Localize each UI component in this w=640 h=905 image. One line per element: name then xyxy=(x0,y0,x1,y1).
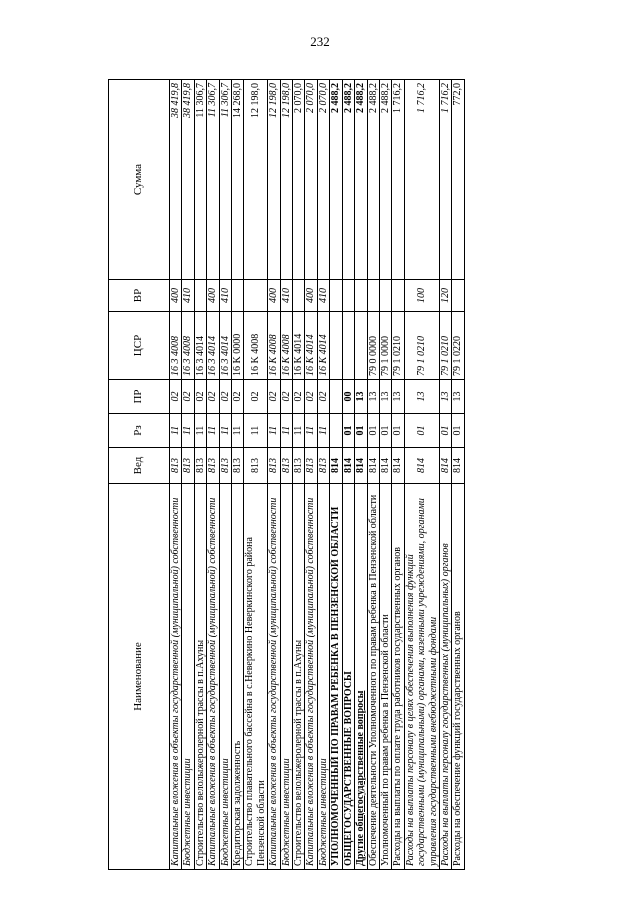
cell-name: Расходы на выплаты персоналу государственных (муниципальных) органов xyxy=(439,484,451,870)
cell-csr: 16 K 4008 xyxy=(244,312,268,380)
cell-name: Расходы на выплаты персоналу в целях обеспечения выполнения функций государственными (муниципальными) органами, казенными учреждениями, органами управления государственными внебюджетными фондами xyxy=(404,484,439,870)
table-row xyxy=(379,80,391,870)
table-row xyxy=(232,80,244,870)
cell-rz: 01 xyxy=(342,414,354,448)
cell-rz: 01 xyxy=(439,414,451,448)
cell-ved: 814 xyxy=(355,448,367,484)
cell-ved: 814 xyxy=(392,448,404,484)
table-row xyxy=(219,80,231,870)
cell-vr xyxy=(452,280,464,312)
header-ved: Вед xyxy=(109,448,170,484)
cell-name: Бюджетные инвестиции xyxy=(280,484,292,870)
cell-sum: 2 488,2 xyxy=(355,80,367,280)
cell-csr: 79 1 0210 xyxy=(404,312,439,380)
header-pr: ПР xyxy=(109,380,170,414)
cell-csr xyxy=(330,312,342,380)
cell-ved: 813 xyxy=(219,448,231,484)
cell-sum: 12 198,0 xyxy=(280,80,292,280)
cell-pr: 13 xyxy=(355,380,367,414)
cell-ved: 814 xyxy=(367,448,379,484)
cell-csr: 16 3 4014 xyxy=(207,312,219,380)
cell-vr xyxy=(330,280,342,312)
cell-name: Бюджетные инвестиции xyxy=(317,484,329,870)
cell-rz: 11 xyxy=(232,414,244,448)
cell-csr xyxy=(342,312,354,380)
cell-pr: 02 xyxy=(232,380,244,414)
cell-vr: 400 xyxy=(268,280,280,312)
cell-sum: 1 716,2 xyxy=(404,80,439,280)
cell-csr: 79 1 0220 xyxy=(452,312,464,380)
cell-name: Другие общегосударственные вопросы xyxy=(355,484,367,870)
cell-sum: 2 070,0 xyxy=(317,80,329,280)
cell-rz: 01 xyxy=(379,414,391,448)
cell-name: Бюджетные инвестиции xyxy=(219,484,231,870)
cell-sum: 38 419,8 xyxy=(182,80,194,280)
cell-vr: 400 xyxy=(305,280,317,312)
cell-name: Капитальные вложения в объекты государственной (муниципальной) собственности xyxy=(207,484,219,870)
cell-vr xyxy=(367,280,379,312)
cell-ved: 813 xyxy=(317,448,329,484)
cell-ved: 813 xyxy=(244,448,268,484)
table-row xyxy=(305,80,317,870)
cell-pr: 13 xyxy=(439,380,451,414)
cell-sum: 2 070,0 xyxy=(305,80,317,280)
cell-ved: 813 xyxy=(207,448,219,484)
cell-ved: 814 xyxy=(452,448,464,484)
cell-pr: 02 xyxy=(194,380,206,414)
cell-pr: 02 xyxy=(170,380,182,414)
cell-name: Обеспечение деятельности Уполномоченного по правам ребенка в Пензенской области xyxy=(367,484,379,870)
table-row xyxy=(452,80,464,870)
cell-sum: 2 488,2 xyxy=(342,80,354,280)
cell-csr: 16 K 4014 xyxy=(293,312,305,380)
cell-rz: 01 xyxy=(404,414,439,448)
cell-ved: 814 xyxy=(439,448,451,484)
cell-vr: 410 xyxy=(317,280,329,312)
table-row xyxy=(317,80,329,870)
cell-pr: 13 xyxy=(392,380,404,414)
table-row xyxy=(392,80,404,870)
cell-ved: 814 xyxy=(342,448,354,484)
header-row xyxy=(109,80,170,870)
table-row xyxy=(268,80,280,870)
table-row xyxy=(182,80,194,870)
cell-csr: 16 K 4008 xyxy=(280,312,292,380)
cell-pr: 02 xyxy=(305,380,317,414)
cell-vr: 410 xyxy=(280,280,292,312)
cell-sum: 2 488,2 xyxy=(330,80,342,280)
cell-ved: 814 xyxy=(379,448,391,484)
cell-rz: 01 xyxy=(355,414,367,448)
cell-sum: 12 198,0 xyxy=(268,80,280,280)
cell-ved: 813 xyxy=(293,448,305,484)
table-row xyxy=(330,80,342,870)
cell-rz: 11 xyxy=(293,414,305,448)
header-name: Наименование xyxy=(109,484,170,870)
cell-pr: 02 xyxy=(182,380,194,414)
cell-pr: 02 xyxy=(293,380,305,414)
cell-csr xyxy=(355,312,367,380)
cell-vr xyxy=(194,280,206,312)
cell-name: УПОЛНОМОЧЕННЫЙ ПО ПРАВАМ РЕБЕНКА В ПЕНЗЕНСКОЙ ОБЛАСТИ xyxy=(330,484,342,870)
cell-name: Капитальные вложения в объекты государственной (муниципальной) собственности xyxy=(268,484,280,870)
cell-pr: 00 xyxy=(342,380,354,414)
table-row xyxy=(439,80,451,870)
cell-vr xyxy=(392,280,404,312)
cell-pr: 02 xyxy=(244,380,268,414)
cell-ved: 813 xyxy=(170,448,182,484)
cell-ved: 813 xyxy=(194,448,206,484)
cell-rz: 01 xyxy=(367,414,379,448)
cell-csr: 16 3 4014 xyxy=(194,312,206,380)
header-rz: Рз xyxy=(109,414,170,448)
cell-name: Кредиторская задолженность xyxy=(232,484,244,870)
table-row xyxy=(170,80,182,870)
cell-rz xyxy=(330,414,342,448)
cell-csr: 16 3 4008 xyxy=(170,312,182,380)
cell-pr: 13 xyxy=(367,380,379,414)
cell-name: Строительство велолыжеролерной трассы в п.Ахуны xyxy=(194,484,206,870)
table-row xyxy=(355,80,367,870)
cell-ved: 814 xyxy=(404,448,439,484)
cell-ved: 813 xyxy=(182,448,194,484)
cell-sum: 2 488,2 xyxy=(379,80,391,280)
cell-pr: 02 xyxy=(207,380,219,414)
cell-sum: 11 306,7 xyxy=(194,80,206,280)
table-row xyxy=(342,80,354,870)
cell-vr: 120 xyxy=(439,280,451,312)
cell-rz: 11 xyxy=(219,414,231,448)
cell-name: Строительство плавательного бассейна в с.Неверкино Неверкинского района Пензенской области xyxy=(244,484,268,870)
cell-csr: 16 K 4008 xyxy=(268,312,280,380)
cell-rz: 11 xyxy=(244,414,268,448)
cell-sum: 11 306,7 xyxy=(219,80,231,280)
cell-rz: 01 xyxy=(452,414,464,448)
table-row xyxy=(367,80,379,870)
cell-rz: 11 xyxy=(194,414,206,448)
cell-vr: 400 xyxy=(207,280,219,312)
cell-vr xyxy=(244,280,268,312)
cell-vr xyxy=(342,280,354,312)
table-row xyxy=(280,80,292,870)
cell-rz: 11 xyxy=(182,414,194,448)
cell-vr: 100 xyxy=(404,280,439,312)
cell-rz: 01 xyxy=(392,414,404,448)
cell-vr xyxy=(355,280,367,312)
cell-pr: 02 xyxy=(219,380,231,414)
cell-csr: 79 1 0210 xyxy=(392,312,404,380)
cell-pr: 13 xyxy=(379,380,391,414)
cell-sum: 1 716,2 xyxy=(439,80,451,280)
cell-rz: 11 xyxy=(170,414,182,448)
cell-rz: 11 xyxy=(280,414,292,448)
cell-pr xyxy=(330,380,342,414)
cell-csr: 79 1 0210 xyxy=(439,312,451,380)
cell-pr: 02 xyxy=(268,380,280,414)
cell-rz: 11 xyxy=(268,414,280,448)
cell-pr: 02 xyxy=(280,380,292,414)
cell-csr: 16 3 4008 xyxy=(182,312,194,380)
cell-sum: 12 198,0 xyxy=(244,80,268,280)
cell-csr: 79 1 0000 xyxy=(379,312,391,380)
cell-name: ОБЩЕГОСУДАРСТВЕННЫЕ ВОПРОСЫ xyxy=(342,484,354,870)
table-body xyxy=(170,80,465,870)
cell-rz: 11 xyxy=(317,414,329,448)
cell-name: Строительство велолыжеролерной трассы в п.Ахуны xyxy=(293,484,305,870)
cell-pr: 13 xyxy=(404,380,439,414)
cell-rz: 11 xyxy=(305,414,317,448)
table-row xyxy=(404,80,439,870)
cell-sum: 38 419,8 xyxy=(170,80,182,280)
cell-csr: 79 0 0000 xyxy=(367,312,379,380)
cell-sum: 2 070,0 xyxy=(293,80,305,280)
table-row xyxy=(207,80,219,870)
cell-vr: 400 xyxy=(170,280,182,312)
header-csr: ЦСР xyxy=(109,312,170,380)
cell-vr: 410 xyxy=(182,280,194,312)
cell-name: Бюджетные инвестиции xyxy=(182,484,194,870)
cell-name: Уполномоченный по правам ребенка в Пензенской области xyxy=(379,484,391,870)
cell-name: Капитальные вложения в объекты государственной (муниципальной) собственности xyxy=(305,484,317,870)
cell-sum: 11 306,7 xyxy=(207,80,219,280)
cell-vr xyxy=(232,280,244,312)
cell-vr: 410 xyxy=(219,280,231,312)
cell-ved: 813 xyxy=(268,448,280,484)
cell-csr: 16 K 0000 xyxy=(232,312,244,380)
cell-rz: 11 xyxy=(207,414,219,448)
cell-vr xyxy=(293,280,305,312)
cell-pr: 13 xyxy=(452,380,464,414)
table-row xyxy=(194,80,206,870)
cell-ved: 813 xyxy=(232,448,244,484)
header-vr: ВР xyxy=(109,280,170,312)
cell-csr: 16 3 4014 xyxy=(219,312,231,380)
cell-sum: 1 716,2 xyxy=(392,80,404,280)
header-sum: Сумма xyxy=(109,80,170,280)
table-row xyxy=(244,80,268,870)
cell-sum: 14 268,0 xyxy=(232,80,244,280)
cell-sum: 772,0 xyxy=(452,80,464,280)
cell-name: Расходы на обеспечение функций государственных органов xyxy=(452,484,464,870)
cell-vr xyxy=(379,280,391,312)
cell-ved: 813 xyxy=(305,448,317,484)
budget-table xyxy=(108,79,465,870)
table-row xyxy=(293,80,305,870)
budget-table-rotated xyxy=(108,80,560,870)
cell-ved: 813 xyxy=(280,448,292,484)
cell-ved: 814 xyxy=(330,448,342,484)
cell-csr: 16 K 4014 xyxy=(317,312,329,380)
cell-pr: 02 xyxy=(317,380,329,414)
cell-csr: 16 K 4014 xyxy=(305,312,317,380)
cell-name: Капитальные вложения в объекты государственной (муниципальной) собственности xyxy=(170,484,182,870)
page-number: 232 xyxy=(310,34,330,49)
cell-name: Расходы на выплаты по оплате труда работников государственных органов xyxy=(392,484,404,870)
cell-sum: 2 488,2 xyxy=(367,80,379,280)
